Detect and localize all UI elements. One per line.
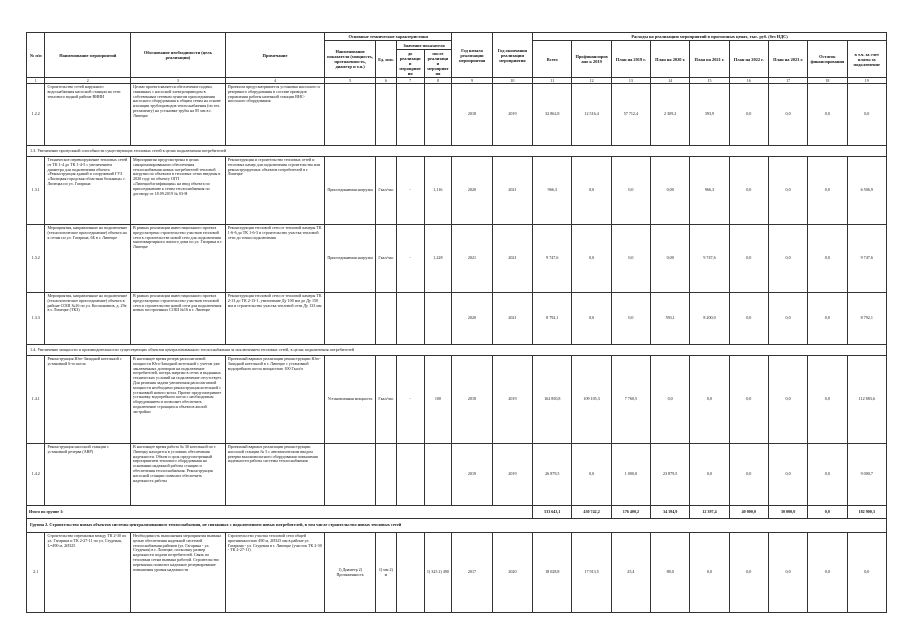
table-row: [27, 84, 887, 146]
row-y2019: 7 760,5: [611, 356, 650, 444]
total-y2019: 176 400,2: [611, 506, 650, 519]
row-total: 9 747,6: [533, 225, 572, 293]
row-fee: 0,0: [847, 84, 886, 146]
row-y2022: 0,0: [729, 225, 768, 293]
column-index-cell: 11: [533, 78, 572, 84]
row-unit: [376, 84, 397, 146]
row-y2020: 0,00: [651, 157, 690, 225]
row-fee: 9 747,6: [847, 225, 886, 293]
table-body: [27, 84, 887, 613]
column-index-cell: 6: [376, 78, 397, 84]
row-remain: 0,0: [808, 293, 847, 345]
header-tech-name: Наименование показателя (мощность, протяженность, диаметр и т.п.): [325, 41, 376, 78]
row-year-start: 2017: [452, 533, 492, 613]
row-year-start: 2019: [452, 444, 492, 506]
column-index-cell: 2: [45, 78, 131, 84]
column-index-cell: 7: [396, 78, 424, 84]
row-year-start: 2020: [452, 157, 492, 225]
row-value-after: [424, 293, 452, 345]
row-total: 26 879,5: [533, 444, 572, 506]
row-fee: 6 506,9: [847, 157, 886, 225]
row-name: Реконструкция Юго-Западной котельной с установкой 6-го котла: [45, 356, 131, 444]
header-2019: План на 2019 г.: [611, 41, 650, 78]
header-year-end: Год окончания реализации мероприятия: [492, 33, 532, 78]
header-num: № п/п: [27, 33, 45, 78]
column-index-cell: 13: [611, 78, 650, 84]
row-tech-name: [325, 84, 376, 146]
row-name: Строительство перемычки между ТК 2-30 по ул. Гагарина и ТК 2-27-11 по ул. Студеная, L=490 м, 2Ø325: [45, 533, 131, 613]
row-prefin: 0,0: [572, 157, 611, 225]
row-number: 1.3.1: [27, 157, 45, 225]
row-year-end: 2021: [492, 293, 532, 345]
total-y2021: 12 397,4: [690, 506, 729, 519]
row-total: 32 862,8: [533, 84, 572, 146]
table-row: [27, 533, 887, 613]
row-value-before: -: [396, 356, 424, 444]
row-fee: 112 883,6: [847, 356, 886, 444]
row-name: Строительство сетей наружного водоснабжения насосной станции на сети теплового водной районе ВНИИ: [45, 84, 131, 146]
table-row: [27, 356, 887, 444]
row-y2023: 0,0: [768, 157, 807, 225]
row-notes: Строительство участка тепловой сети общей протяженностью 490 м, 2Ø325 мм в районе ул. Гагарина - ул. Студеная в г. Липецке (участок ТК 2-30 - ТК 2-27-11): [225, 533, 324, 613]
row-unit: Гкал/час: [376, 157, 397, 225]
table-row: [27, 157, 887, 225]
column-index-cell: 14: [651, 78, 690, 84]
row-unit: [376, 293, 397, 345]
row-year-end: 2021: [492, 225, 532, 293]
row-unit: 1) мм 2) м: [376, 533, 397, 613]
row-justification: В настоящее время работа № 30 котельной по г. Липецку находится в условиях обеспечения надежности. Объем и срок предусмотренный мероприятием теплового оборудования на основании надежной работы станции и обеспечения теплоснабжения. Реконструкция насосной станции позволит обеспечить надежность работы: [131, 444, 226, 506]
row-year-end: 2019: [492, 84, 532, 146]
header-year-start: Год начала реализации мероприятия: [452, 33, 492, 78]
row-value-before: -: [396, 157, 424, 225]
row-year-end: 2020: [492, 533, 532, 613]
header-prefin: Профинансировано к 2019: [572, 41, 611, 78]
row-y2020: 0,00: [651, 225, 690, 293]
row-y2021: 8 200,0: [690, 293, 729, 345]
row-y2022: 0,0: [729, 157, 768, 225]
row-tech-name: Присоединяемая нагрузка: [325, 225, 376, 293]
row-prefin: 0,0: [572, 444, 611, 506]
row-y2021: 393,9: [690, 84, 729, 146]
row-number: 1.2.2: [27, 84, 45, 146]
row-y2021: 9 747,6: [690, 225, 729, 293]
row-y2021: 966,3: [690, 157, 729, 225]
row-year-end: 2019: [492, 444, 532, 506]
row-remain: 0,0: [808, 444, 847, 506]
header-notes: Примечание: [225, 33, 324, 78]
row-prefin: 17 913,5: [572, 533, 611, 613]
row-fee: 8 792,1: [847, 293, 886, 345]
row-y2023: 0,0: [768, 444, 807, 506]
section-title: 1.4. Увеличение мощности и производительности существующих объектов централизованного теплоснабжения за исключением тепловых сетей, в целях подключения потребителей: [27, 345, 887, 356]
row-y2019: 57 712,4: [611, 84, 650, 146]
row-remain: 0,0: [808, 533, 847, 613]
row-y2020: 593,1: [651, 293, 690, 345]
row-value-after: 1,228: [424, 225, 452, 293]
investment-program-table: [26, 32, 887, 613]
row-remain: 0,0: [808, 356, 847, 444]
row-number: 1.4.2: [27, 444, 45, 506]
row-value-before: [396, 444, 424, 506]
column-index-cell: 8: [424, 78, 452, 84]
column-index-cell: 5: [325, 78, 376, 84]
table-row: [27, 444, 887, 506]
row-notes: Проектный вариант реализации реконструкции Юго-Западной котельной в г. Липецке с установкой водогрейного котла мощностью 100 Гкал/ч: [225, 356, 324, 444]
section-title: 1.3. Увеличение пропускной способности существующих тепловых сетей в целях подключения потребителей: [27, 146, 887, 157]
column-index-cell: 16: [729, 78, 768, 84]
row-y2023: 0,0: [768, 356, 807, 444]
row-value-before: [396, 84, 424, 146]
header-justification: Обоснование необходимости (цель реализации): [131, 33, 226, 78]
row-notes: Проектом предусматривается установка насосного и резервного оборудования в составе приводов управления работы наземной станции ВНС-насосного оборудования: [225, 84, 324, 146]
row-prefin: 0,0: [572, 293, 611, 345]
row-number: 1.3.3: [27, 293, 45, 345]
row-justification: Необходимость выполнения мероприятия вызвана целью обеспечения надежной системой теплоснабжения районов (ул. Гагарина - ул. Студеная) в г. Липецке, поскольку размер надежности подачи потребителей. Связь по тепловым сетям вызвана работой. Строительство перемычки позволит надежное резервирование повышения уровня надежности: [131, 533, 226, 613]
row-tech-name: 1) Диаметр 2) Протяженность: [325, 533, 376, 613]
header-2021: План на 2021 г.: [690, 41, 729, 78]
group-row: [27, 519, 887, 533]
row-tech-name: Установленная мощность: [325, 356, 376, 444]
table-header: [27, 33, 887, 84]
total-y2020: 34 194,9: [651, 506, 690, 519]
row-y2019: 25,4: [611, 533, 650, 613]
row-value-before: -: [396, 225, 424, 293]
header-total: Всего: [533, 41, 572, 78]
row-y2023: 0,0: [768, 293, 807, 345]
column-index-cell: 12: [572, 78, 611, 84]
row-y2021: 0,0: [690, 533, 729, 613]
row-year-start: 2020: [452, 293, 492, 345]
row-fee: 0,0: [847, 533, 886, 613]
row-y2022: 0,0: [729, 533, 768, 613]
row-value-after: [424, 444, 452, 506]
table-row: [27, 225, 887, 293]
header-remain: Остаток финансирования: [808, 41, 847, 78]
row-y2019: 1 000,0: [611, 444, 650, 506]
row-y2021: 0,0: [690, 444, 729, 506]
total-label: Итого по группе 1:: [27, 506, 533, 519]
row-name: Техническое перевооружение тепловых сетей от ТК 1-4 до ТК 1-4-5 с увеличением диаметра для подключения объекта «Реконструкция зданий и сооружений ГУЗ «Липецкая городская областная больница» г. Липецка по ул. Гагарина: [45, 157, 131, 225]
header-value-before: до реализации мероприятия: [396, 50, 424, 78]
row-value-after: [424, 84, 452, 146]
row-y2022: 0,0: [729, 356, 768, 444]
row-year-start: 2018: [452, 356, 492, 444]
section-row: [27, 146, 887, 157]
row-fee: 9 000,7: [847, 444, 886, 506]
section-row: [27, 345, 887, 356]
column-index-cell: 18: [808, 78, 847, 84]
row-number: 1.4.1: [27, 356, 45, 444]
column-index-cell: 19: [847, 78, 886, 84]
row-tech-name: [325, 444, 376, 506]
row-remain: 0,0: [808, 84, 847, 146]
row-total: 966,3: [533, 157, 572, 225]
row-tech-name: [325, 293, 376, 345]
column-index-cell: 15: [690, 78, 729, 84]
total-y2022: 40 000,0: [729, 506, 768, 519]
row-y2023: 0,0: [768, 225, 807, 293]
row-y2019: 0,0: [611, 225, 650, 293]
row-justification: В рамках реализации инвестиционного проекта предусмотрено строительство участков тепловой сети в строительстве новой сети для подключения многоквартирного жилого дома по ул. Гагарина в г. Липецке: [131, 225, 226, 293]
total-remain: 0,0: [808, 506, 847, 519]
header-2023: План на 2023 г.: [768, 41, 807, 78]
header-unit: Ед. изм.: [376, 41, 397, 78]
column-index-cell: 4: [225, 78, 324, 84]
total-prefin: 430 742,2: [572, 506, 611, 519]
row-y2023: 0,0: [768, 84, 807, 146]
row-unit: [376, 444, 397, 506]
row-unit: Гкал/час: [376, 225, 397, 293]
column-index-cell: 1: [27, 78, 45, 84]
row-number: 1.3.2: [27, 225, 45, 293]
row-year-start: 2018: [452, 84, 492, 146]
row-y2020: 23 879,5: [651, 444, 690, 506]
row-number: 2.1: [27, 533, 45, 613]
row-justification: Целью проекта является обеспечение подачи, связанных с насосной электроприводом в собственным сетевым пунктом присоединения насосного оборудования к общим сетям на основе изоляции трубопроводов теплоснабжения (по тех. регламенту) на установке трубы на 85 мм в г. Липецке: [131, 84, 226, 146]
row-notes: Реконструкция тепловой сети от тепловой камеры ТК 1-6-6 до ТК 1-6-3 и строительство участка тепловой сети до точки подключения: [225, 225, 324, 293]
header-value-after: после реализации мероприятия: [424, 50, 452, 78]
column-index-cell: 9: [452, 78, 492, 84]
row-justification: В рамках реализации инвестиционного проекта предусмотрено строительство участков тепловой сети и строительство новой сети для подключения новых построенных СОШ №16 в г. Липецке: [131, 293, 226, 345]
row-name: Мероприятия, направленные на подключение (технологическое присоединение) объекта на к сетям по ул. Гагарина, 6Б в г. Липецке: [45, 225, 131, 293]
header-tech: Основные технические характеристики: [325, 33, 452, 41]
table-row: [27, 293, 887, 345]
row-prefin: 0,0: [572, 225, 611, 293]
header-value: Значение показателя: [396, 41, 451, 50]
row-total: 18 028,8: [533, 533, 572, 613]
column-index-cell: 10: [492, 78, 532, 84]
row-year-end: 2021: [492, 157, 532, 225]
row-y2021: 0,0: [690, 356, 729, 444]
header-2020: План на 2020 г.: [651, 41, 690, 78]
row-year-end: 2019: [492, 356, 532, 444]
row-tech-name: Присоединяемая нагрузка: [325, 157, 376, 225]
group-title: Группа 2. Строительство новых объектов системы централизованного теплоснабжения, не связанных с подключением новых потребителей, в том числе строительство новых тепловых сетей: [27, 519, 887, 533]
header-costs: Расходы на реализацию мероприятий в прогнозных ценах, тыс. руб. (без НДС): [533, 33, 887, 41]
row-y2022: 0,0: [729, 444, 768, 506]
row-y2023: 0,0: [768, 533, 807, 613]
total-total: 533 643,1: [533, 506, 572, 519]
row-justification: В настоящее время резерв располагаемой мощности Юго-Западной котельной с учетом уже заключенных договоров на подключение потребителей, потерь энергии в сетях и выданных технических условий на подключение отсутствует. Для решения задачи увеличения располагаемой мощности необходимо реконструкция котельной с установкой нового котла. Проект предусматривает установку водогрейного котла с необходимым оборудованием и позволяет обеспечить подключение строящихся объектов жилой застройки: [131, 356, 226, 444]
header-fee: в т.ч. за счет платы за подключение: [847, 41, 886, 78]
row-name: Мероприятия, направленные на подключение (технологическое присоединение) объекта в районе СОШ №16 по ул. Космонавтов, д. 29а в г. Липецке (ТКЗ): [45, 293, 131, 345]
row-prefin: 12 516,4: [572, 84, 611, 146]
column-index-cell: 3: [131, 78, 226, 84]
row-notes: Реконструкция тепловой сети от тепловой камеры ТК 2-13 до ТК 2-13-1, увеличение Ду 100 мм до Ду 150 мм и строительство участка тепловой сети Ду 133 мм: [225, 293, 324, 345]
row-justification: Мероприятия предусмотрены в целях синхронизированного обеспечения теплоснабжения новых потребителей тепловой нагрузки по объектам в тепловых сетях введены в 2020 году по объекту ОГП «Липецкоблгазфикация» на ввод объекта по присоединению к сетям теплоснабжения по договору от 18.09.2019 № 03-Н: [131, 157, 226, 225]
row-value-before: [396, 533, 424, 613]
row-y2019: 0,0: [611, 293, 650, 345]
header-name: Наименование мероприятий: [45, 33, 131, 78]
row-value-after: 1) 325 2) 490: [424, 533, 452, 613]
row-y2020: 88,0: [651, 533, 690, 613]
row-total: 162 850,8: [533, 356, 572, 444]
column-index-cell: 17: [768, 78, 807, 84]
row-remain: 0,0: [808, 157, 847, 225]
row-y2019: 0,0: [611, 157, 650, 225]
row-y2022: 0,0: [729, 293, 768, 345]
row-value-after: 100: [424, 356, 452, 444]
row-y2020: 2 309,2: [651, 84, 690, 146]
row-notes: Проектный вариант реализации реконструкции насосной станции № 5 с автоматическим вводом резерва высоковольтного оборудования повышения надежности работы системы теплоснабжения: [225, 444, 324, 506]
row-year-start: 2021: [452, 225, 492, 293]
row-unit: Гкал/час: [376, 356, 397, 444]
total-y2023: 30 000,0: [768, 506, 807, 519]
row-name: Реконструкция насосной станции с установкой резерва (АВР): [45, 444, 131, 506]
total-row: [27, 506, 887, 519]
row-y2020: 0,0: [651, 356, 690, 444]
row-value-before: [396, 293, 424, 345]
total-fee: 182 900,3: [847, 506, 886, 519]
row-remain: 0,0: [808, 225, 847, 293]
row-prefin: 109 105,3: [572, 356, 611, 444]
row-total: 8 792,1: [533, 293, 572, 345]
header-2022: План на 2022 г.: [729, 41, 768, 78]
row-notes: Реконструкция и строительство тепловых сетей и тепловых камер для подключения строительства или реконструируемых объектов потребителей в г. Липецке: [225, 157, 324, 225]
row-value-after: 1,116: [424, 157, 452, 225]
row-y2022: 0,0: [729, 84, 768, 146]
